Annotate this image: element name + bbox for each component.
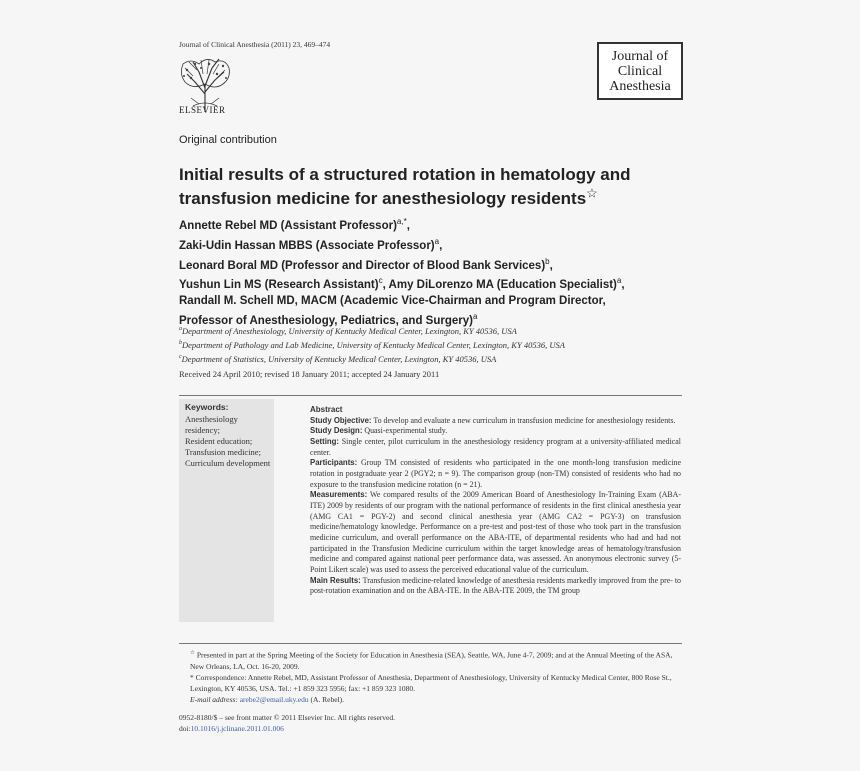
divider xyxy=(179,395,682,396)
abstract-section xyxy=(310,490,681,575)
publisher-wordmark: ELSEVIER xyxy=(179,105,226,115)
affiliation-mark: c xyxy=(179,353,182,360)
abstract-label: Participants: xyxy=(310,458,358,468)
abstract-label: Study Objective: xyxy=(310,415,372,425)
author-line xyxy=(179,234,699,254)
abstract-label: Setting: xyxy=(310,436,340,446)
doi-line xyxy=(179,723,395,734)
article-title xyxy=(179,163,699,211)
author-line xyxy=(179,254,699,274)
title-footnote-mark: ☆ xyxy=(586,185,598,201)
abstract-text: We compared results of the 2009 American Board of Anesthesiology In-Training Exam (ABA-ITE) 2009 by residents of our program with the national performance of residents in the first clinical anesthesia year (AMG CA1 = PGY-2) and second clinical anesthesia year (AMG CA2 = PGY-3) on transfusion medicine/hematology knowledge. Performance on a pre-test and post-test of those who took part in the transfusion medicine curriculum, and overall performance on the ABA-ITE, of departmental residents who had and had not participated in the Transfusion Medicine curriculum within the target knowledge areas of hematology/transfusion medicine and compared against national peer performance data, was assessed. An anonymous electronic survey (5-Point Likert scale) was used to assess the perceived educational value of the curriculum. xyxy=(310,490,681,574)
affiliation-text: Department of Pathology and Lab Medicine, University of Kentucky Medical Center, Lexington, KY 40536, USA xyxy=(182,339,565,350)
author-name: , Amy DiLorenzo MA (Education Specialist) xyxy=(382,279,617,292)
abstract-section xyxy=(310,576,681,597)
keywords-heading: Keywords: xyxy=(185,402,229,412)
issn-line: 0952-8180/$ – see front matter © 2011 Elsevier Inc. All rights reserved. xyxy=(179,713,395,722)
keyword: Resident education; xyxy=(185,436,253,446)
footnote-presented xyxy=(179,648,682,672)
affiliation-mark: a xyxy=(179,326,182,332)
abstract-section xyxy=(310,458,681,490)
author-name: Zaki-Udin Hassan MBBS (Associate Professor) xyxy=(179,239,435,252)
journal-box-line-2: Clinical xyxy=(617,63,663,79)
journal-citation: Journal of Clinical Anesthesia (2011) 23, 469–474 xyxy=(179,40,331,49)
abstract xyxy=(310,405,681,597)
author-separator: , xyxy=(621,279,625,292)
journal-box-line-1: Journal of xyxy=(611,48,669,64)
keyword: Transfusion medicine; xyxy=(185,447,261,457)
abstract-text: Transfusion medicine-related knowledge of anesthesia residents markedly improved from the pre- to post-rotation examination and on the ABA-ITE. In the ABA-ITE 2009, the TM group xyxy=(310,575,681,596)
keyword: Curriculum development xyxy=(185,458,271,468)
affiliation-text: Department of Statistics, University of Kentucky Medical Center, Lexington, KY 40536, USA xyxy=(181,353,497,364)
abstract-text: Single center, pilot curriculum in the anesthesiology residency program at a university-affiliated medical center. xyxy=(310,436,681,457)
abstract-heading: Abstract xyxy=(310,405,343,414)
author-name: Professor of Anesthesiology, Pediatrics, and Surgery) xyxy=(179,315,473,328)
author-affil-mark: a xyxy=(434,236,440,246)
author-name: Leonard Boral MD (Professor and Director of Blood Bank Services) xyxy=(179,259,546,272)
author-line xyxy=(179,293,699,309)
footnote-mark: * xyxy=(190,672,194,682)
affiliations xyxy=(179,323,565,364)
affiliation xyxy=(179,323,565,337)
abstract-section xyxy=(310,416,681,427)
article-type: Original contribution xyxy=(179,134,277,146)
author-separator: , xyxy=(549,259,553,272)
footnote-email xyxy=(179,694,682,705)
author-separator: , xyxy=(406,219,410,232)
abstract-text: Group TM consisted of residents who participated in the one month-long transfusion medicine rotation in postgraduate year 2 (PGY2; n = 9). The comparison group (non-TM) consisted of residents who had no exposure to the transfusion medicine rotation (n = 21). xyxy=(310,458,681,489)
footnote-text: Presented in part at the Spring Meeting of the Society for Education in Anesthesia (SEA), Seattle, WA, June 4-7, 2009; and at the Annual Meeting of the ASA, New Orleans, LA, Oct. 16-20, 2009. xyxy=(190,650,673,671)
issn-block xyxy=(179,712,395,734)
affiliation xyxy=(179,337,565,351)
email-link[interactable]: arebe2@email.uky.edu xyxy=(239,694,309,704)
doi-link[interactable]: 10.1016/j.jclinane.2011.01.006 xyxy=(190,724,284,733)
footnote-divider xyxy=(179,643,682,644)
footnote-text: Correspondence: Annette Rebel, MD, Assistant Professor of Anesthesia, Department of Anesthesiology, University of Kentucky Medical Center, 800 Rose St., Lexington, KY 40536, USA. Tel.: +1 859 323 5956; fax: +1 859 323 1080. xyxy=(190,672,672,693)
footnote-mark: ☆ xyxy=(190,650,195,656)
abstract-label: Main Results: xyxy=(310,575,361,585)
author-list xyxy=(179,214,699,329)
keywords-box xyxy=(179,399,274,622)
article-title-text: Initial results of a structured rotation in hematology and transfusion medicine for anesthesiology residents xyxy=(179,165,631,208)
doi-label: doi: xyxy=(179,724,191,733)
author-line xyxy=(179,273,699,293)
keyword: Anesthesiology residency; xyxy=(185,414,238,435)
author-affil-mark: c xyxy=(378,276,383,286)
abstract-label: Study Design: xyxy=(310,426,363,436)
author-affil-mark: a xyxy=(472,312,478,322)
author-affil-mark: a,* xyxy=(396,217,407,226)
abstract-text: To develop and evaluate a new curriculum in transfusion medicine for anesthesiology residents. xyxy=(373,415,676,425)
author-separator: , xyxy=(439,239,443,252)
received-dates: Received 24 April 2010; revised 18 January 2011; accepted 24 January 2011 xyxy=(179,369,440,379)
author-line xyxy=(179,214,699,234)
abstract-section xyxy=(310,426,681,437)
affiliation xyxy=(179,351,565,365)
journal-box-line-3: Anesthesia xyxy=(609,78,671,94)
author-name: Annette Rebel MD (Assistant Professor) xyxy=(179,219,397,232)
footnotes xyxy=(179,648,682,705)
author-affil-mark: a xyxy=(616,276,622,286)
abstract-section xyxy=(310,437,681,458)
author-name: Yushun Lin MS (Research Assistant) xyxy=(179,279,379,292)
affiliation-mark: b xyxy=(179,339,182,346)
affiliation-text: Department of Anesthesiology, University of Kentucky Medical Center, Lexington, KY 40536, USA xyxy=(182,325,517,336)
author-name: Randall M. Schell MD, MACM (Academic Vice-Chairman and Program Director, xyxy=(179,295,606,308)
footnote-correspondence xyxy=(179,672,682,694)
abstract-label: Measurements: xyxy=(310,490,368,500)
author-affil-mark: b xyxy=(545,256,550,266)
email-label: E-mail address: xyxy=(190,694,238,704)
abstract-text: Quasi-experimental study. xyxy=(364,426,448,436)
email-tail: (A. Rebel). xyxy=(310,694,345,704)
journal-title-box xyxy=(597,42,683,100)
